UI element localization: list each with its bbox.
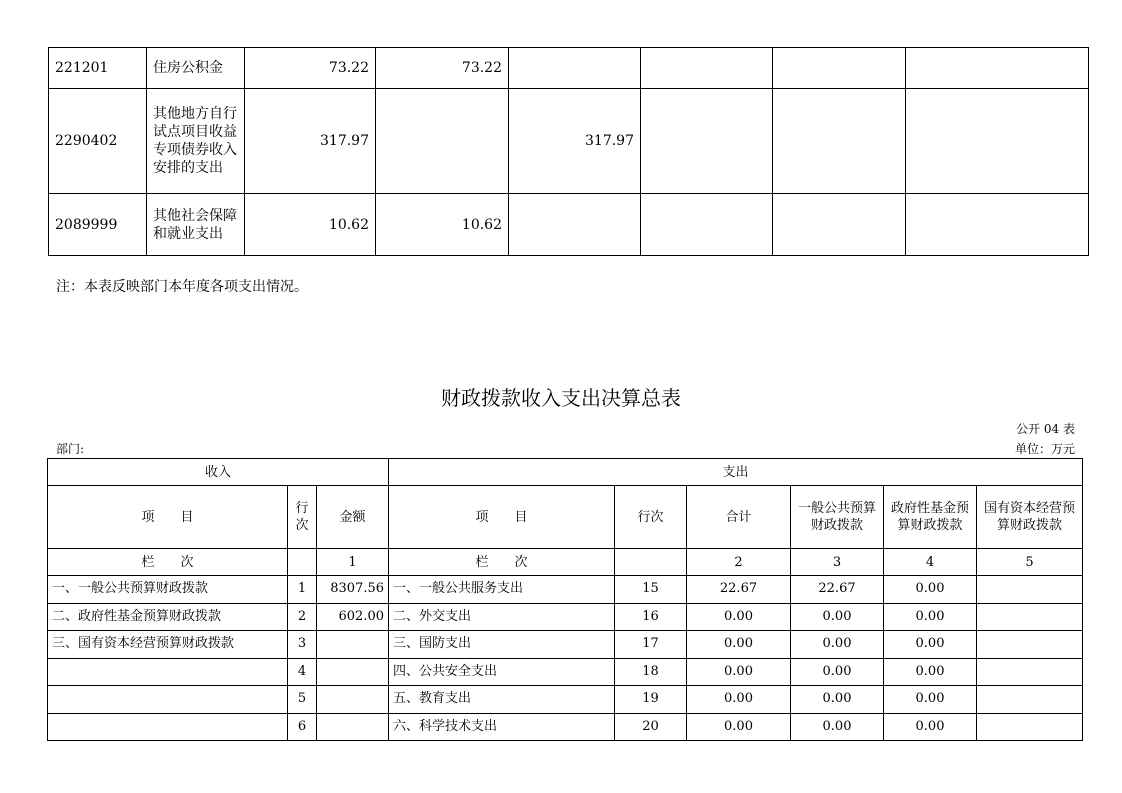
table-code: 公开 04 表 — [1016, 422, 1075, 436]
empty-cell — [773, 89, 906, 194]
expense-item: 五、教育支出 — [389, 686, 615, 714]
table-row — [48, 658, 1083, 686]
empty-cell — [773, 194, 906, 256]
column-number-row — [48, 549, 1083, 576]
column-number-4: 4 — [884, 549, 977, 576]
general-budget-value: 22.67 — [791, 576, 884, 604]
table-row — [48, 631, 1083, 659]
gov-fund-value: 0.00 — [884, 658, 977, 686]
table-row — [48, 603, 1083, 631]
project-value — [509, 48, 641, 89]
project-value: 317.97 — [509, 89, 641, 194]
basic-value — [376, 89, 509, 194]
basic-value: 10.62 — [376, 194, 509, 256]
expense-row-no: 15 — [615, 576, 687, 604]
fiscal-appropriation-table — [47, 458, 1083, 741]
state-capital-value — [977, 576, 1083, 604]
total-value: 22.67 — [687, 576, 791, 604]
gov-fund-value: 0.00 — [884, 686, 977, 714]
table-row — [48, 713, 1083, 741]
subject-name: 其他地方自行试点项目收益专项债券收入安排的支出 — [147, 89, 245, 194]
expense-item: 六、科学技术支出 — [389, 713, 615, 741]
expense-item: 二、外交支出 — [389, 603, 615, 631]
department-label: 部门: — [56, 442, 85, 456]
expense-row-no: 17 — [615, 631, 687, 659]
income-item-header: 项 目 — [48, 486, 288, 549]
lanci-label: 栏 次 — [48, 549, 288, 576]
section-header-row — [48, 459, 1083, 486]
income-amount — [317, 713, 389, 741]
total-value: 0.00 — [687, 713, 791, 741]
empty-cell — [773, 48, 906, 89]
amount-header: 金额 — [317, 486, 389, 549]
income-row-no: 1 — [288, 576, 317, 604]
subject-code: 2290402 — [49, 89, 147, 194]
subject-code: 221201 — [49, 48, 147, 89]
expense-row-no: 16 — [615, 603, 687, 631]
table-row — [49, 48, 1089, 89]
expense-item: 三、国防支出 — [389, 631, 615, 659]
income-amount — [317, 686, 389, 714]
column-number-1: 1 — [317, 549, 389, 576]
income-item — [48, 713, 288, 741]
expense-item-header: 项 目 — [389, 486, 615, 549]
empty-cell — [641, 48, 773, 89]
expense-item: 四、公共安全支出 — [389, 658, 615, 686]
total-value: 0.00 — [687, 658, 791, 686]
income-row-no: 2 — [288, 603, 317, 631]
general-budget-value: 0.00 — [791, 603, 884, 631]
income-amount: 8307.56 — [317, 576, 389, 604]
empty-cell — [615, 549, 687, 576]
income-item: 一、一般公共预算财政拨款 — [48, 576, 288, 604]
table-note: 注：本表反映部门本年度各项支出情况。 — [56, 279, 308, 295]
total-value: 73.22 — [245, 48, 376, 89]
empty-cell — [641, 89, 773, 194]
state-capital-value — [977, 686, 1083, 714]
total-value: 10.62 — [245, 194, 376, 256]
income-row-no-header: 行次 — [288, 486, 317, 549]
total-value: 317.97 — [245, 89, 376, 194]
total-header: 合计 — [687, 486, 791, 549]
expense-row-no-header: 行次 — [615, 486, 687, 549]
gov-fund-value: 0.00 — [884, 576, 977, 604]
general-budget-value: 0.00 — [791, 631, 884, 659]
column-number-5: 5 — [977, 549, 1083, 576]
income-row-no: 6 — [288, 713, 317, 741]
gov-fund-value: 0.00 — [884, 603, 977, 631]
lanci-label: 栏 次 — [389, 549, 615, 576]
subject-name: 其他社会保障和就业支出 — [147, 194, 245, 256]
column-number-2: 2 — [687, 549, 791, 576]
general-budget-value: 0.00 — [791, 713, 884, 741]
general-budget-header: 一般公共预算财政拨款 — [791, 486, 884, 549]
gov-fund-value: 0.00 — [884, 713, 977, 741]
page-title: 财政拨款收入支出决算总表 — [441, 386, 681, 410]
expenditure-detail-table — [48, 47, 1089, 256]
income-row-no: 4 — [288, 658, 317, 686]
basic-value: 73.22 — [376, 48, 509, 89]
income-amount — [317, 658, 389, 686]
table-row — [49, 89, 1089, 194]
expense-header: 支出 — [389, 459, 1083, 486]
table-row — [48, 576, 1083, 604]
income-row-no: 3 — [288, 631, 317, 659]
project-value — [509, 194, 641, 256]
expense-row-no: 19 — [615, 686, 687, 714]
column-header-row — [48, 486, 1083, 549]
general-budget-value: 0.00 — [791, 686, 884, 714]
income-item: 三、国有资本经营预算财政拨款 — [48, 631, 288, 659]
total-value: 0.00 — [687, 631, 791, 659]
income-item — [48, 658, 288, 686]
table-row — [48, 686, 1083, 714]
subject-name: 住房公积金 — [147, 48, 245, 89]
state-capital-value — [977, 603, 1083, 631]
table-row — [49, 194, 1089, 256]
total-value: 0.00 — [687, 686, 791, 714]
state-capital-header: 国有资本经营预算财政拨款 — [977, 486, 1083, 549]
unit-label: 单位：万元 — [1014, 442, 1075, 456]
empty-cell — [641, 194, 773, 256]
subject-code: 2089999 — [49, 194, 147, 256]
empty-cell — [906, 89, 1089, 194]
income-amount — [317, 631, 389, 659]
income-row-no: 5 — [288, 686, 317, 714]
income-header: 收入 — [48, 459, 389, 486]
income-item — [48, 686, 288, 714]
general-budget-value: 0.00 — [791, 658, 884, 686]
column-number-3: 3 — [791, 549, 884, 576]
empty-cell — [906, 48, 1089, 89]
state-capital-value — [977, 631, 1083, 659]
expense-item: 一、一般公共服务支出 — [389, 576, 615, 604]
gov-fund-header: 政府性基金预算财政拨款 — [884, 486, 977, 549]
expense-row-no: 18 — [615, 658, 687, 686]
gov-fund-value: 0.00 — [884, 631, 977, 659]
empty-cell — [288, 549, 317, 576]
expense-row-no: 20 — [615, 713, 687, 741]
income-amount: 602.00 — [317, 603, 389, 631]
total-value: 0.00 — [687, 603, 791, 631]
income-item: 二、政府性基金预算财政拨款 — [48, 603, 288, 631]
empty-cell — [906, 194, 1089, 256]
state-capital-value — [977, 658, 1083, 686]
state-capital-value — [977, 713, 1083, 741]
